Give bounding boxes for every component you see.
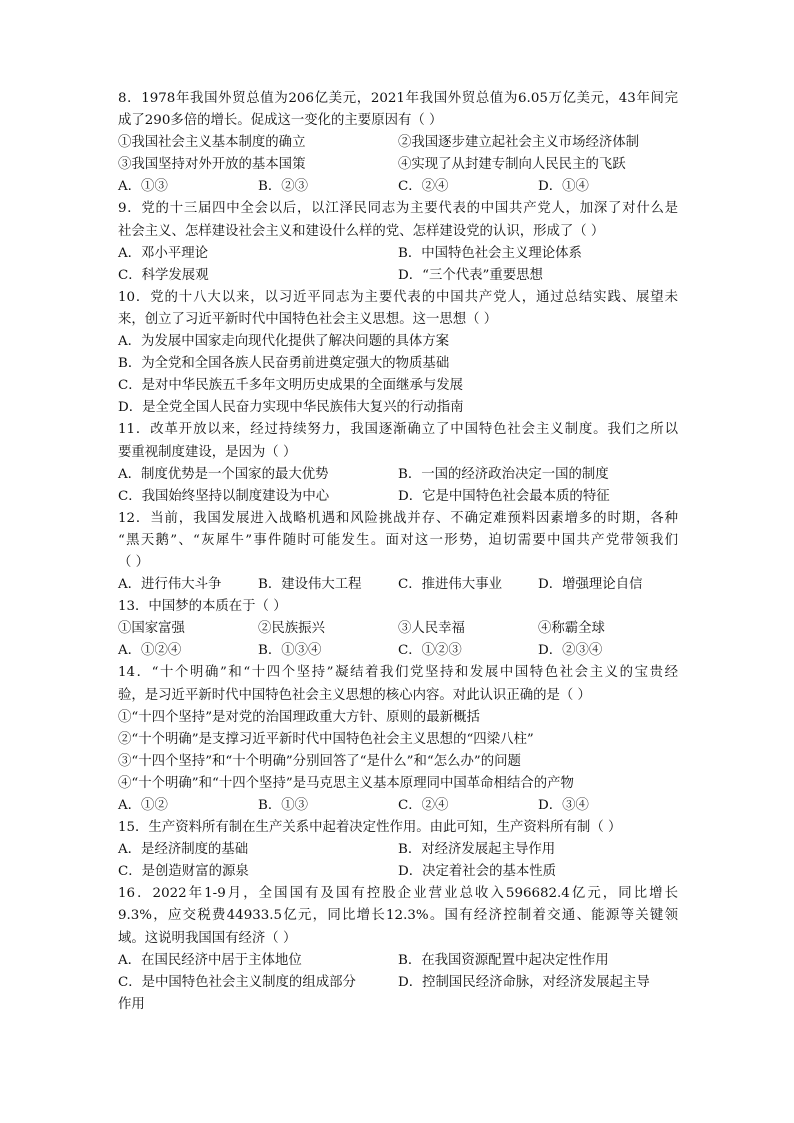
option-d: D．控制国民经济命脉，对经济发展起主导 <box>398 974 650 990</box>
option-d-continuation: 作用 <box>118 996 145 1012</box>
option-a: A．在国民经济中居于主体地位 <box>118 952 302 968</box>
option-c: C．科学发展观 <box>118 267 209 283</box>
question-stem-line: 11．改革开放以来，经过持续努力，我国逐渐确立了中国特色社会主义制度。我们之所以 <box>118 422 678 438</box>
exam-page <box>118 88 678 1016</box>
question-13 <box>118 596 678 662</box>
option-a: A．进行伟大斗争 <box>118 577 222 593</box>
option-b: B．在我国资源配置中起决定性作用 <box>398 952 609 968</box>
option-b: B．建设伟大工程 <box>258 577 362 593</box>
statement-item: ①我国社会主义基本制度的确立 <box>118 135 306 151</box>
question-stem-line: 16．2022年1-9月，全国国有及国有控股企业营业总收入596682.4亿元，同比增长 <box>118 886 678 902</box>
option-a: A．①②④ <box>118 643 182 659</box>
question-stem-line: 12．当前，我国发展进入战略机遇和风险挑战并存、不确定难预料因素增多的时期，各种 <box>118 510 678 526</box>
option-d: D．“三个代表”重要思想 <box>398 267 543 283</box>
question-stem-line: 社会主义、怎样建设社会主义和建设什么样的党、怎样建设党的认识，形成了（ ） <box>118 223 605 239</box>
option-c: C．是对中华民族五千多年文明历史成果的全面继承与发展 <box>118 378 464 394</box>
question-8 <box>118 88 678 198</box>
question-stem-line: 8．1978年我国外贸总值为206亿美元，2021年我国外贸总值为6.05万亿美元，43年间完 <box>118 91 678 106</box>
question-stem-line: 10．党的十八大以来，以习近平同志为主要代表的中国共产党人，通过总结实践、展望未 <box>118 289 678 305</box>
question-12 <box>118 508 678 596</box>
question-stem-line: 域。这说明我国国有经济（ ） <box>118 930 297 946</box>
option-b: B．②③ <box>258 179 309 195</box>
question-10 <box>118 287 678 420</box>
option-c: C．①②③ <box>398 643 462 659</box>
option-b: B．①③ <box>258 798 309 813</box>
statement-item: ④称霸全球 <box>538 621 605 637</box>
option-d: D．增强理论自信 <box>538 577 643 593</box>
question-stem-line: 验，是习近平新时代中国特色社会主义思想的核心内容。对此认识正确的是（ ） <box>118 687 591 703</box>
statement-item: ③人民幸福 <box>398 621 465 637</box>
option-b: B．中国特色社会主义理论体系 <box>398 245 582 261</box>
question-stem-line: 14．“十个明确”和“十四个坚持”凝结着我们党坚持和发展中国特色社会主义的宝贵经 <box>118 665 678 681</box>
option-a: A．①③ <box>118 179 168 195</box>
option-d: D．它是中国特色社会最本质的特征 <box>398 488 610 504</box>
option-c: C．我国始终坚持以制度建设为中心 <box>118 488 330 504</box>
option-b: B．为全党和全国各族人民奋勇前进奠定强大的物质基础 <box>118 356 450 372</box>
question-9 <box>118 198 678 286</box>
statement-item: ③我国坚持对外开放的基本国策 <box>118 157 306 173</box>
question-11 <box>118 419 678 507</box>
option-b: B．一国的经济政治决定一国的制度 <box>398 466 609 482</box>
option-a: A．①② <box>118 798 168 813</box>
option-d: D．③④ <box>538 798 589 813</box>
question-14 <box>118 662 678 817</box>
option-b: B．对经济发展起主导作用 <box>398 842 556 858</box>
question-stem-line: 来，创立了习近平新时代中国特色社会主义思想。这一思想（ ） <box>118 311 498 327</box>
option-a: A．是经济制度的基础 <box>118 842 249 858</box>
option-c: C．②④ <box>398 179 449 195</box>
option-b: B．①③④ <box>258 643 322 659</box>
option-c: C．是创造财富的源泉 <box>118 864 249 880</box>
statement-item: ①“十四个坚持”是对党的治国理政重大方针、原则的最新概括 <box>118 709 480 725</box>
question-stem-line: 15．生产资料所有制在生产关系中起着决定性作用。由此可知，生产资料所有制（ ） <box>118 820 622 836</box>
option-d: D．②③④ <box>538 643 603 659</box>
question-stem-line: 9．党的十三届四中全会以后，以江泽民同志为主要代表的中国共产党人，加深了对什么是 <box>118 201 678 217</box>
option-c: C．是中国特色社会主义制度的组成部分 <box>118 974 356 990</box>
statement-item: ①国家富强 <box>118 621 185 637</box>
question-stem-line: 成了290多倍的增长。促成这一变化的主要原因有（ ） <box>118 113 443 129</box>
option-d: D．①④ <box>538 179 589 195</box>
option-c: C．推进伟大事业 <box>398 577 502 593</box>
question-stem-line: “黑天鹅”、“灰犀牛”事件随时可能发生。面对这一形势，迫切需要中国共产党带领我们 <box>118 532 678 548</box>
question-16 <box>118 883 678 1016</box>
question-stem-line: 13．中国梦的本质在于（ ） <box>118 599 287 615</box>
question-stem-line: 9.3%，应交税费44933.5亿元，同比增长12.3%。国有经济控制着交通、能源等关键领 <box>118 908 678 924</box>
statement-item: ④“十个明确”和“十四个坚持”是马克思主义基本原理同中国革命相结合的产物 <box>118 775 574 791</box>
statement-item: ④实现了从封建专制向人民民主的飞跃 <box>398 157 626 173</box>
option-a: A．邓小平理论 <box>118 245 209 261</box>
statement-item: ②民族振兴 <box>258 621 325 637</box>
statement-item: ③“十四个坚持”和“十个明确”分别回答了“是什么”和“怎么办”的问题 <box>118 753 521 769</box>
question-stem-line: 要重视制度建设，是因为（ ） <box>118 444 297 460</box>
option-d: D．是全党全国人民奋力实现中华民族伟大复兴的行动指南 <box>118 400 464 416</box>
option-c: C．②④ <box>398 798 449 813</box>
question-stem-line: （ ） <box>118 554 150 570</box>
option-a: A．制度优势是一个国家的最大优势 <box>118 466 329 482</box>
option-d: D．决定着社会的基本性质 <box>398 864 557 880</box>
statement-item: ②我国逐步建立起社会主义市场经济体制 <box>398 135 640 151</box>
statement-item: ②“十个明确”是支撑习近平新时代中国特色社会主义思想的“四梁八柱” <box>118 731 534 747</box>
question-15 <box>118 817 678 883</box>
option-a: A．为发展中国家走向现代化提供了解决问题的具体方案 <box>118 334 450 350</box>
